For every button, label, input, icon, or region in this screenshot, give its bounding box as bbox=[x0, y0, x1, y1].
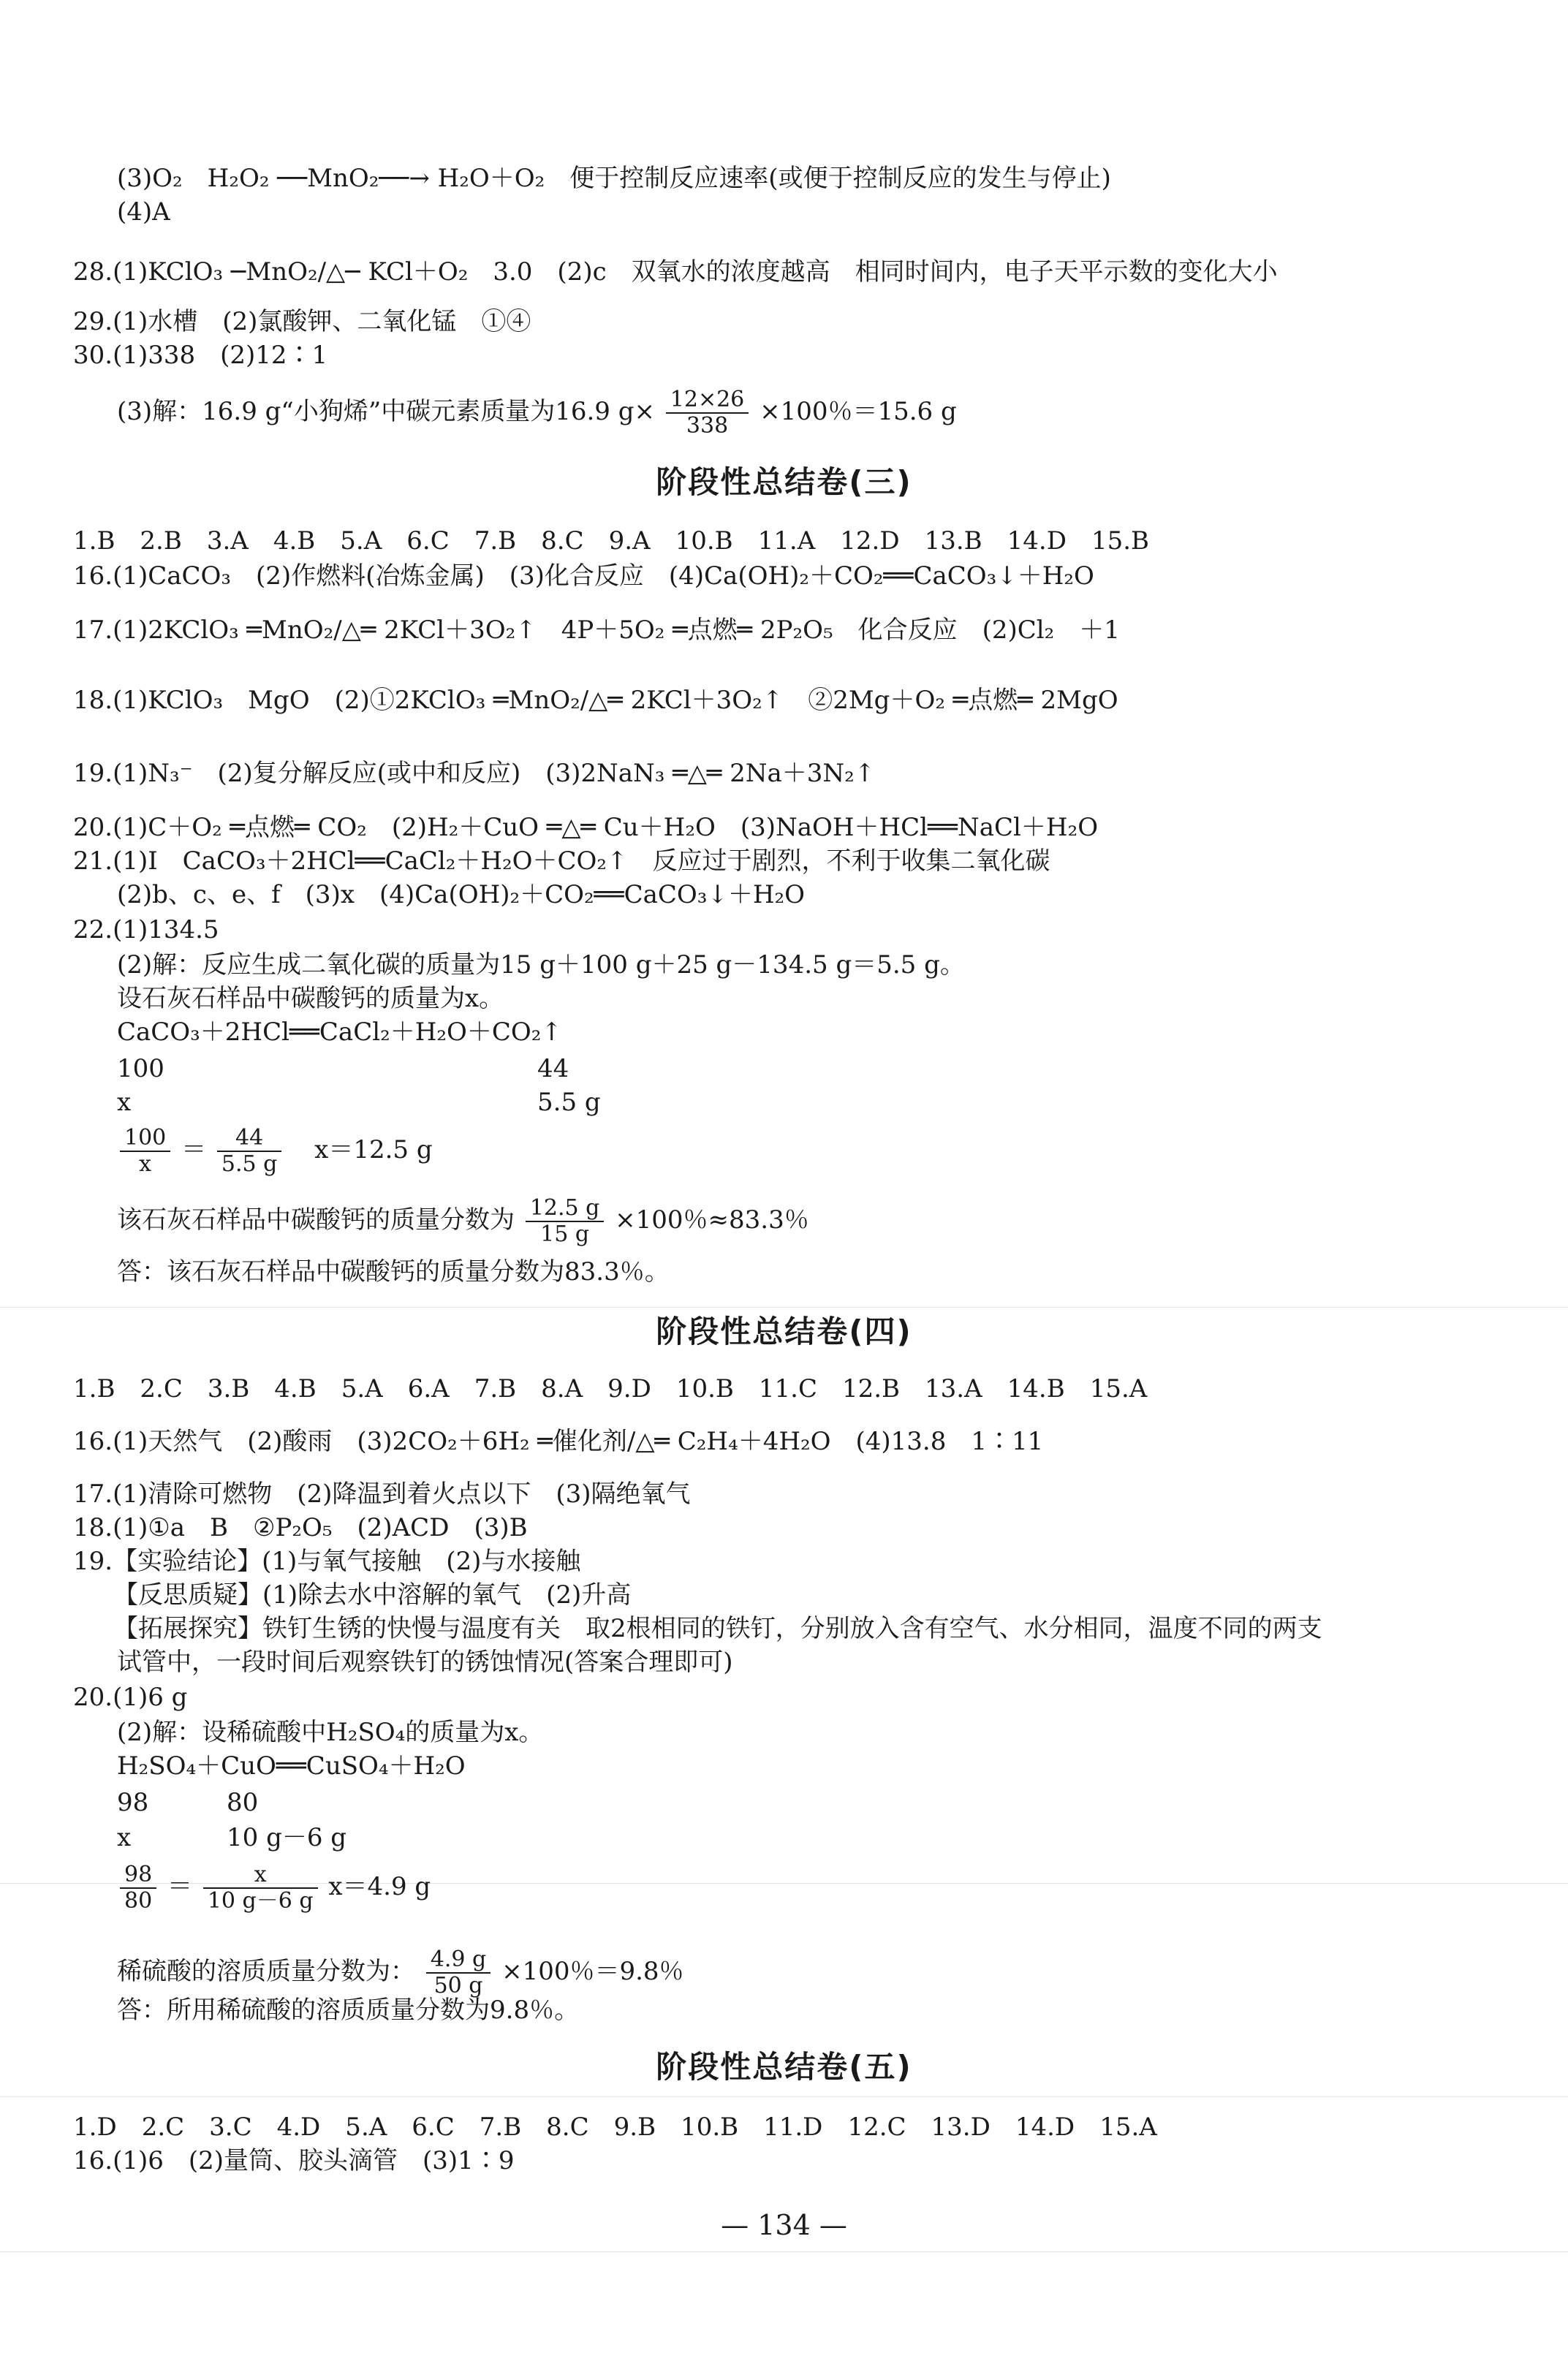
answer-line-28 bbox=[73, 256, 1278, 288]
fraction-numerator: 12×26 bbox=[666, 387, 749, 414]
answer-line: 22.(1)134.5 bbox=[73, 915, 219, 944]
answer-line: 18.(1)①a B ②P₂O₅ (2)ACD (3)B bbox=[73, 1513, 528, 1542]
fraction-numerator: x bbox=[203, 1863, 318, 1889]
page-number: — 134 — bbox=[721, 2209, 847, 2241]
answer-line: 5.5 g bbox=[537, 1088, 601, 1117]
fraction-denominator: 50 g bbox=[433, 1973, 483, 1998]
answer-line: 16.(1)CaCO₃ (2)作燃料(冶炼金属) (3)化合反应 (4)Ca(OH)₂＋CO₂══CaCO₃↓＋H₂O bbox=[73, 561, 1094, 591]
answer-line-30-3 bbox=[117, 387, 957, 439]
answer-line: 1.B 2.B 3.A 4.B 5.A 6.C 7.B 8.C 9.A 10.B 11.A 12.D 13.B 14.D 15.B bbox=[73, 526, 1150, 556]
answer-line: 设石灰石样品中碳酸钙的质量为x。 bbox=[117, 984, 504, 1013]
answer-line: (2)解：设稀硫酸中H₂SO₄的质量为x。 bbox=[117, 1718, 544, 1747]
fraction bbox=[217, 1126, 281, 1177]
fraction-denominator: 10 g－6 g bbox=[207, 1888, 314, 1914]
divider bbox=[0, 2251, 1568, 2252]
answer-line: (2)b、c、e、f (3)x (4)Ca(OH)₂＋CO₂══CaCO₃↓＋H₂O bbox=[117, 880, 806, 909]
fraction-numerator: 4.9 g bbox=[426, 1947, 491, 1974]
answer-text: (3)O₂ H₂O₂ ──MnO₂──→ H₂O＋O₂ 便于控制反应速率(或便于控制反应的发生与停止) bbox=[117, 164, 1111, 193]
answer-line: 答：该石灰石样品中碳酸钙的质量分数为83.3％。 bbox=[117, 1257, 670, 1287]
fraction-numerator: 44 bbox=[217, 1126, 281, 1152]
answer-line: H₂SO₄＋CuO══CuSO₄＋H₂O bbox=[117, 1751, 466, 1781]
divider bbox=[0, 2096, 1568, 2097]
answer-line: 21.(1)Ⅰ CaCO₃＋2HCl══CaCl₂＋H₂O＋CO₂↑ 反应过于剧烈，不利于收集二氧化碳 bbox=[73, 846, 1050, 876]
answer-text: 稀硫酸的溶质质量分数为： bbox=[117, 1957, 415, 1986]
answer-line: CaCO₃＋2HCl══CaCl₂＋H₂O＋CO₂↑ bbox=[117, 1018, 562, 1047]
section-title: 阶段性总结卷(四) bbox=[656, 1314, 912, 1349]
answer-line: 20.(1)6 g bbox=[73, 1683, 188, 1712]
answer-line: 16.(1)天然气 (2)酸雨 (3)2CO₂＋6H₂ ═催化剂/△═ C₂H₄＋4H₂O (4)13.8 1∶11 bbox=[73, 1427, 1044, 1456]
answer-line: x bbox=[117, 1088, 132, 1117]
answer-line: 80 bbox=[227, 1788, 259, 1817]
section-title: 阶段性总结卷(三) bbox=[656, 464, 912, 500]
answer-line: 20.(1)C＋O₂ ═点燃═ CO₂ (2)H₂＋CuO ═△═ Cu＋H₂O (3)NaOH＋HCl══NaCl＋H₂O bbox=[73, 813, 1099, 842]
answer-text: 该石灰石样品中碳酸钙的质量分数为 bbox=[117, 1205, 515, 1235]
proportion-line: $\frac{98}{80}$ ＝ $\frac{x}{10 g-6 g}$ x＝4.9 g bbox=[117, 1863, 431, 1914]
fraction bbox=[120, 1863, 156, 1914]
fraction bbox=[120, 1126, 170, 1177]
answer-line: 19.(1)N₃⁻ (2)复分解反应(或中和反应) (3)2NaN₃ ═△═ 2Na＋3N₂↑ bbox=[73, 759, 876, 788]
answer-line: 19.【实验结论】(1)与氧气接触 (2)与水接触 bbox=[73, 1547, 581, 1576]
answer-text: (3)解：16.9 g“小狗烯”中碳元素质量为16.9 g× bbox=[117, 397, 655, 426]
result-line bbox=[117, 1196, 809, 1247]
answer-text: x＝4.9 g bbox=[328, 1872, 431, 1901]
answer-line: 答：所用稀硫酸的溶质质量分数为9.8％。 bbox=[117, 1996, 580, 2025]
fraction bbox=[526, 1196, 605, 1247]
answer-text: 29.(1)水槽 (2)氯酸钾、二氧化锰 ①④ bbox=[73, 307, 531, 336]
fraction-numerator: 98 bbox=[120, 1863, 156, 1889]
answer-line-27-4 bbox=[117, 196, 170, 228]
answer-line: 1.D 2.C 3.C 4.D 5.A 6.C 7.B 8.C 9.B 10.B 11.D 12.C 13.D 14.D 15.A bbox=[73, 2113, 1157, 2142]
answer-line: 试管中，一段时间后观察铁钉的锈蚀情况(答案合理即可) bbox=[117, 1648, 733, 1677]
fraction-numerator: 100 bbox=[120, 1126, 170, 1152]
answer-text: ×100％＝9.8％ bbox=[501, 1957, 684, 1986]
fraction-denominator: 80 bbox=[124, 1888, 153, 1914]
answer-line: 1.B 2.C 3.B 4.B 5.A 6.A 7.B 8.A 9.D 10.B 11.C 12.B 13.A 14.B 15.A bbox=[73, 1374, 1148, 1403]
answer-line: x bbox=[117, 1823, 132, 1852]
answer-line: 16.(1)6 (2)量筒、胶头滴管 (3)1∶9 bbox=[73, 2146, 515, 2175]
fraction-denominator: x bbox=[139, 1151, 152, 1177]
answer-text: x＝12.5 g bbox=[314, 1135, 433, 1164]
fraction bbox=[203, 1863, 318, 1914]
fraction-denominator: 15 g bbox=[540, 1221, 590, 1247]
fraction-numerator: 12.5 g bbox=[526, 1196, 605, 1222]
answer-text: 28.(1)KClO₃ ─MnO₂/△─ KCl＋O₂ 3.0 (2)c 双氧水的浓度越高 相同时间内，电子天平示数的变化大小 bbox=[73, 257, 1278, 287]
answer-line: 【反思质疑】(1)除去水中溶解的氧气 (2)升高 bbox=[113, 1580, 632, 1610]
proportion-line: $\frac{100}{x}$ ＝ $\frac{44}{5.5 g}$ x＝12.5 g bbox=[117, 1126, 433, 1177]
answer-line: 17.(1)2KClO₃ ═MnO₂/△═ 2KCl＋3O₂↑ 4P＋5O₂ ═点燃═ 2P₂O₅ 化合反应 (2)Cl₂ ＋1 bbox=[73, 615, 1120, 645]
answer-line: 18.(1)KClO₃ MgO (2)①2KClO₃ ═MnO₂/△═ 2KCl＋3O₂↑ ②2Mg＋O₂ ═点燃═ 2MgO bbox=[73, 686, 1118, 715]
answer-line: 100 bbox=[117, 1054, 164, 1083]
answer-line: 44 bbox=[537, 1054, 569, 1083]
answer-line: 【拓展探究】铁钉生锈的快慢与温度有关 取2根相同的铁钉，分别放入含有空气、水分相同，温度不同的两支 bbox=[113, 1614, 1322, 1643]
answer-line: (2)解：反应生成二氧化碳的质量为15 g＋100 g＋25 g－134.5 g＝5.5 g。 bbox=[117, 950, 965, 980]
answer-text: ×100％≈83.3％ bbox=[615, 1205, 809, 1235]
answer-line: 10 g－6 g bbox=[227, 1823, 347, 1852]
divider bbox=[0, 1307, 1568, 1308]
fraction bbox=[666, 387, 749, 439]
answer-line: 17.(1)清除可燃物 (2)降温到着火点以下 (3)隔绝氧气 bbox=[73, 1479, 691, 1509]
result-line bbox=[117, 1947, 684, 1998]
fraction-denominator: 338 bbox=[686, 413, 729, 439]
answer-line: 98 bbox=[117, 1788, 149, 1817]
answer-line-29 bbox=[73, 306, 531, 338]
answer-line-30 bbox=[73, 339, 327, 371]
answer-line-27-3 bbox=[117, 162, 1111, 194]
section-title: 阶段性总结卷(五) bbox=[656, 2049, 912, 2085]
fraction-denominator: 5.5 g bbox=[221, 1151, 278, 1177]
answer-text: ×100％＝15.6 g bbox=[760, 397, 957, 426]
fraction bbox=[426, 1947, 491, 1998]
answer-text: 30.(1)338 (2)12∶1 bbox=[73, 341, 328, 370]
answer-text: (4)A bbox=[117, 197, 170, 227]
